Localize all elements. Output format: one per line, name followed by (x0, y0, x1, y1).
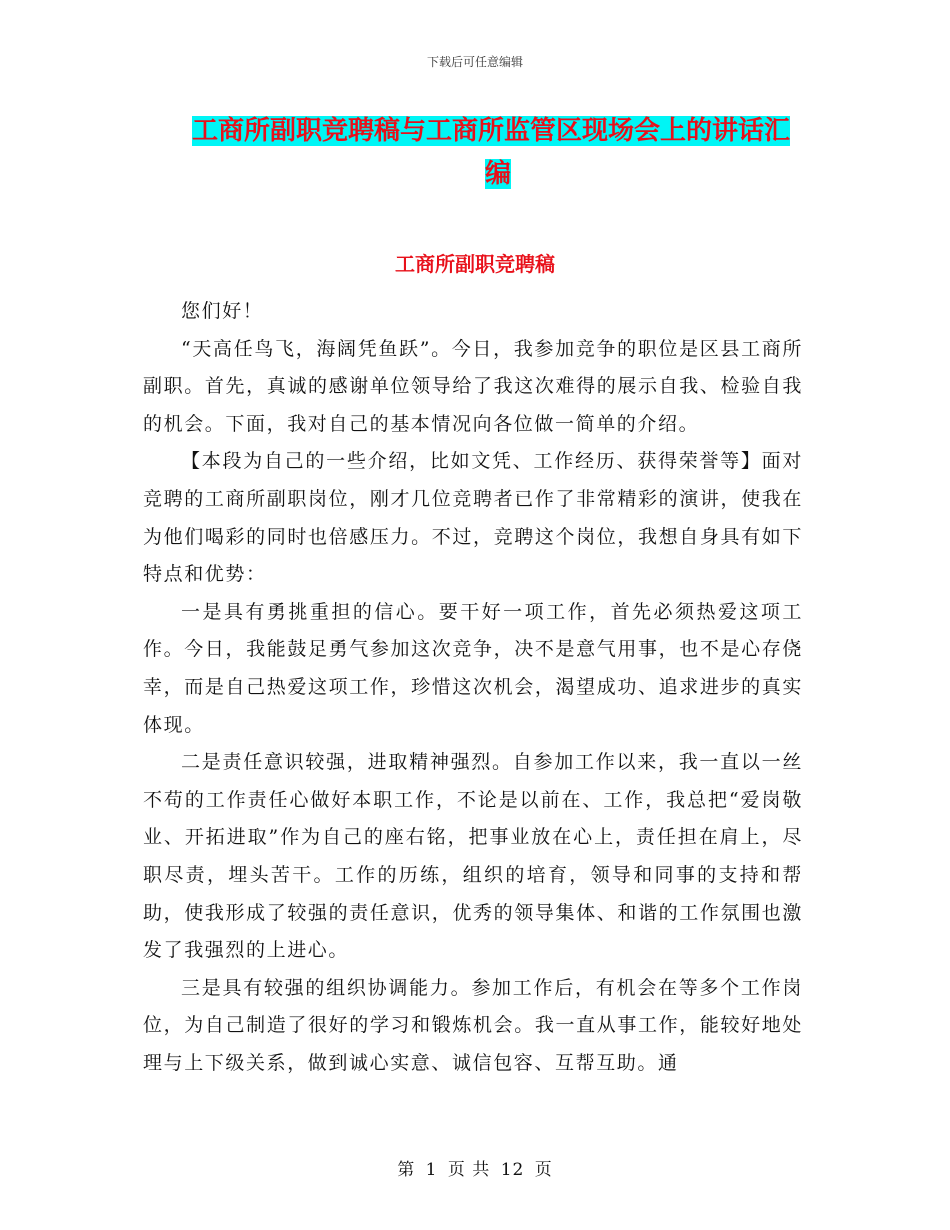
paragraph-greeting: 您们好！ (181, 300, 264, 322)
document-title-line-2 (192, 153, 804, 196)
document-title (192, 110, 804, 196)
section-title: 工商所副职竞聘稿 (395, 252, 555, 276)
document-title-line-1 (192, 110, 804, 153)
body-text (143, 293, 803, 1082)
document-title-text-2: 编 (484, 159, 511, 189)
paragraph: 一是具有勇挑重担的信心。要干好一项工作，首先必须热爱这项工作。今日，我能鼓足勇气参加这次竞争，决不是意气用事，也不是心存侥幸，而是自己热爱这项工作，珍惜这次机会，渴望成功、追求进步的真实体现。 (143, 600, 803, 736)
footer-label-of: 页 共 (447, 1160, 491, 1180)
document-title-text-1: 工商所副职竞聘稿与工商所监管区现场会上的讲话汇 (192, 116, 791, 146)
paragraph: 【本段为自己的一些介绍，比如文凭、工作经历、获得荣誉等】面对竞聘的工商所副职岗位，刚才几位竞聘者已作了非常精彩的演讲，使我在为他们喝彩的同时也倍感压力。不过，竞聘这个岗位，我想自身具有如下特点和优势： (143, 450, 803, 586)
footer-label-page: 第 (397, 1160, 416, 1180)
paragraph: 二是责任意识较强，进取精神强烈。自参加工作以来，我一直以一丝不苟的工作责任心做好本职工作，不论是以前在、工作，我总把“爱岗敬业、开拓进取”作为自己的座右铭，把事业放在心上，责任担在肩上，尽职尽责，埋头苦干。工作的历练，组织的培育，领导和同事的支持和帮助，使我形成了较强的责任意识，优秀的领导集体、和谐的工作氛围也激发了我强烈的上进心。 (143, 751, 803, 962)
paragraph: “天高任鸟飞，海阔凭鱼跃”。今日，我参加竞争的职位是区县工商所副职。首先，真诚的感谢单位领导给了我这次难得的展示自我、检验自我的机会。下面，我对自己的基本情况向各位做一简单的介绍。 (143, 337, 803, 435)
footer-current-page: 1 (425, 1160, 438, 1180)
page-footer (0, 1155, 950, 1180)
header-note: 下载后可任意编辑 (426, 55, 523, 69)
footer-label-end: 页 (534, 1160, 553, 1180)
footer-total-pages: 12 (500, 1160, 525, 1180)
paragraph: 三是具有较强的组织协调能力。参加工作后，有机会在等多个工作岗位，为自己制造了很好的学习和锻炼机会。我一直从事工作，能较好地处理与上下级关系，做到诚心实意、诚信包容、互帮互助。通 (143, 976, 803, 1074)
